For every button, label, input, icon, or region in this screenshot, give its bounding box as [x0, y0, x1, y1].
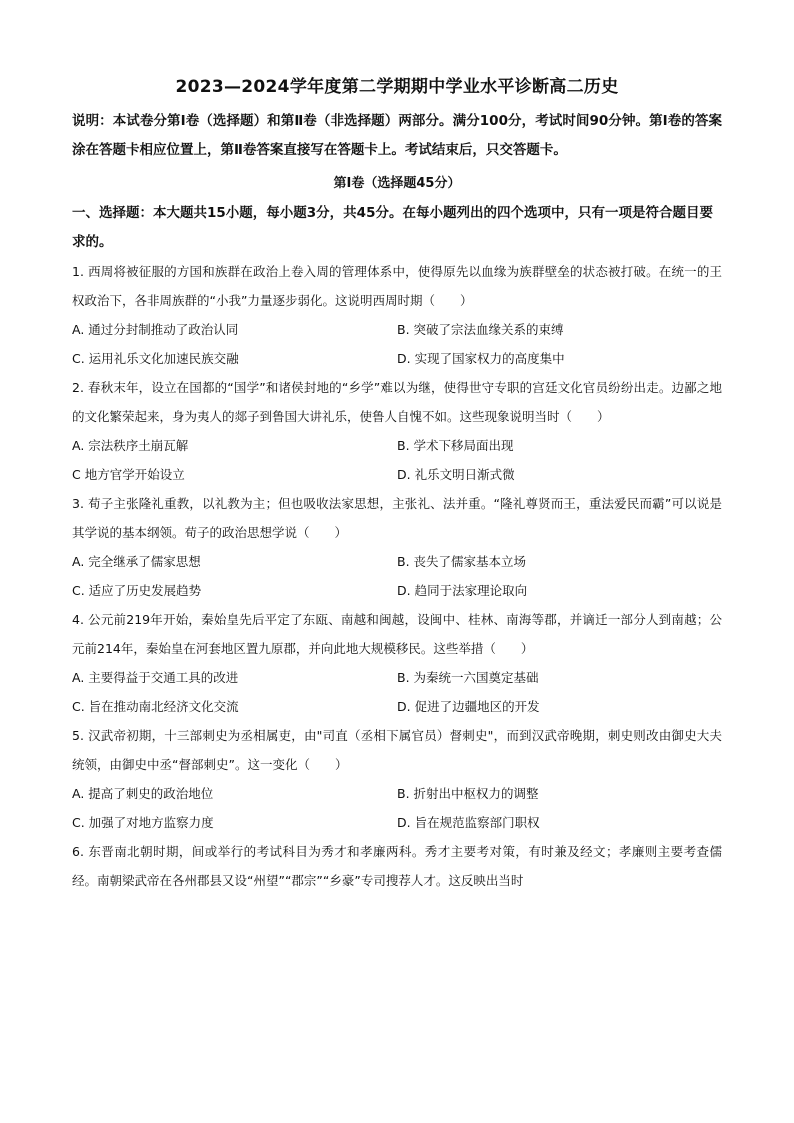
option-d[interactable]: D. 旨在规范监察部门职权 [397, 815, 540, 830]
option-d[interactable]: D. 实现了国家权力的高度集中 [397, 351, 565, 366]
question [72, 373, 722, 489]
question-stem: 1. 西周将被征服的方国和族群在政治上卷入周的管理体系中，使得原先以血缘为族群壁垒的状态被打破。在统一的王权政治下，各非周族群的“小我”力量逐步弱化。这说明西周时期（ ） [72, 264, 722, 308]
exam-instructions-note: 说明：本试卷分第Ⅰ卷（选择题）和第Ⅱ卷（非选择题）两部分。满分100分，考试时间90分钟。第Ⅰ卷的答案涂在答题卡相应位置上，第Ⅱ卷答案直接写在答题卡上。考试结束后，只交答题卡。 [72, 113, 722, 158]
option-b[interactable]: B. 突破了宗法血缘关系的束缚 [397, 322, 564, 337]
option-c[interactable]: C. 加强了对地方监察力度 [72, 815, 214, 830]
option-b[interactable]: B. 学术下移局面出现 [397, 438, 514, 453]
option-b[interactable]: B. 为秦统一六国奠定基础 [397, 670, 539, 685]
option-a[interactable]: A. 主要得益于交通工具的改进 [72, 670, 239, 685]
option-b[interactable]: B. 丧失了儒家基本立场 [397, 554, 527, 569]
question [72, 257, 722, 373]
exam-page [72, 64, 722, 895]
exam-title: 2023—2024学年度第二学期期中学业水平诊断高二历史 [175, 77, 619, 97]
section-title: 第Ⅰ卷（选择题45分） [333, 176, 461, 191]
question-stem: 6. 东晋南北朝时期，间或举行的考试科目为秀才和孝廉两科。秀才主要考对策，有时兼及经文；孝廉则主要考查儒经。南朝梁武帝在各州郡县又设“州望”“郡宗”“乡豪”专司搜荐人才。这反映出当时 [72, 844, 722, 888]
question-stem: 2. 春秋末年，设立在国都的“国学”和诸侯封地的“乡学”难以为继，使得世守专职的宫廷文化官员纷纷出走。边鄙之地的文化繁荣起来，身为夷人的郯子到鲁国大讲礼乐，使鲁人自愧不如。这些现象说明当时（ ） [72, 380, 722, 424]
question-options [72, 547, 722, 605]
question-stem: 3. 荀子主张隆礼重教，以礼教为主；但也吸收法家思想，主张礼、法并重。“隆礼尊贤而王，重法爱民而霸”可以说是其学说的基本纲领。荀子的政治思想学说（ ） [72, 496, 722, 540]
question [72, 605, 722, 721]
question-options [72, 779, 722, 837]
option-c[interactable]: C. 运用礼乐文化加速民族交融 [72, 351, 239, 366]
question-options [72, 663, 722, 721]
option-c[interactable]: C. 适应了历史发展趋势 [72, 583, 202, 598]
option-c[interactable]: C 地方官学开始设立 [72, 467, 185, 482]
option-c[interactable]: C. 旨在推动南北经济文化交流 [72, 699, 239, 714]
section-instructions: 一、选择题：本大题共15小题，每小题3分，共45分。在每小题列出的四个选项中，只有一项是符合题目要求的。 [72, 205, 713, 250]
question-stem: 4. 公元前219年开始，秦始皇先后平定了东瓯、南越和闽越，设闽中、桂林、南海等郡，并谪迁一部分人到南越；公元前214年，秦始皇在河套地区置九原郡，并向此地大规模移民。这些举措（ ） [72, 612, 722, 656]
question-stem: 5. 汉武帝初期，十三部刺史为丞相属吏，由"司直（丞相下属官员）督刺史"，而到汉武帝晚期，刺史则改由御史大夫统领，由御史中丞“督部刺史”。这一变化（ ） [72, 728, 722, 772]
option-d[interactable]: D. 促进了边疆地区的开发 [397, 699, 540, 714]
question [72, 721, 722, 837]
question [72, 837, 722, 895]
question-options [72, 315, 722, 373]
option-d[interactable]: D. 礼乐文明日渐式微 [397, 467, 515, 482]
option-a[interactable]: A. 完全继承了儒家思想 [72, 554, 201, 569]
option-d[interactable]: D. 趋同于法家理论取向 [397, 583, 528, 598]
option-a[interactable]: A. 提高了刺史的政治地位 [72, 786, 214, 801]
question-options [72, 431, 722, 489]
question [72, 489, 722, 605]
option-b[interactable]: B. 折射出中枢权力的调整 [397, 786, 539, 801]
option-a[interactable]: A. 宗法秩序土崩瓦解 [72, 438, 189, 453]
option-a[interactable]: A. 通过分封制推动了政治认同 [72, 322, 239, 337]
